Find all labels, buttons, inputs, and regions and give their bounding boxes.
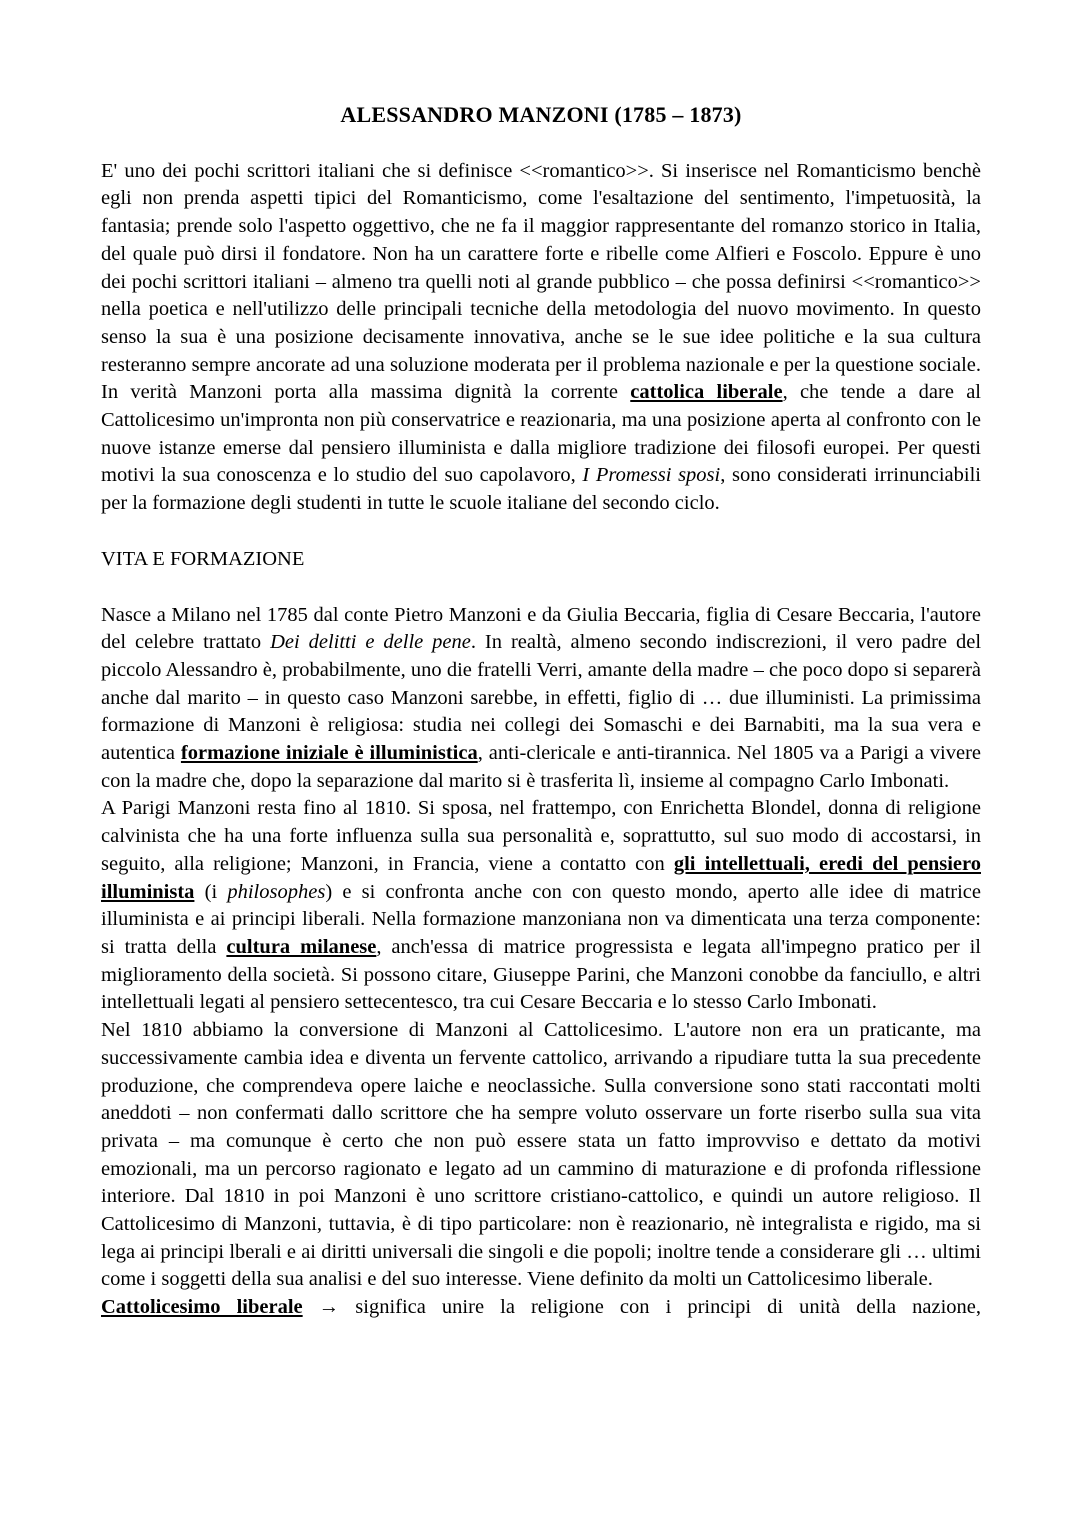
document-title: ALESSANDRO MANZONI (1785 – 1873) [340, 102, 742, 127]
paragraph [101, 1017, 981, 1294]
emphasis-italic: philosophes [227, 880, 326, 903]
text-run: → significa unire la religione con i principi di unità della nazione, [302, 1296, 981, 1319]
text-run: , sono considerati irrinunciabili per la formazione degli studenti in tutte le scuole italiane del secondo ciclo. [101, 464, 981, 515]
document-body [101, 158, 981, 1322]
text-run: , anch'essa di matrice progressista e legata all'impegno pratico per il miglioramento della società. Si possono citare, Giuseppe Parini, che Manzoni conobbe da fanciullo, e altri intellettuali legati al pensiero settecentesco, tra cui Cesare Beccaria e lo stesso Carlo Imbonati. [101, 935, 981, 1014]
emphasis-bold-underline: cultura milanese [226, 935, 377, 958]
emphasis-bold-underline: Cattolicesimo liberale [101, 1296, 303, 1319]
text-run: A Parigi Manzoni resta fino al 1810. Si sposa, nel frattempo, con Enrichetta Blondel, donna di religione calvinista che ha una forte influenza sulla sua personalità e, soprattutto, sul suo modo di accostarsi, in seguito, alla religione; Manzoni, in Francia, viene a contatto con [101, 797, 981, 875]
section-heading: VITA E FORMAZIONE [101, 547, 305, 570]
text-run: , che tende a dare al Cattolicesimo un'impronta non più conservatrice e reazionaria, ma una posizione aperta al confronto con le nuove istanze emerse dal pensiero illuminista e dalla migliore tradizione dei filosofi europei. Per questi motivi la sua conoscenza e lo studio del suo capolavoro, [101, 381, 981, 487]
text-run: (i [194, 880, 228, 903]
text-run: Nel 1810 abbiamo la conversione di Manzoni al Cattolicesimo. L'autore non era un praticante, ma successivamente cambia idea e diventa un fervente cattolico, arrivando a ripudiare tutta la sua precedente produzione, che comprendeva opere laiche e neoclassiche. Sulla conversione sono stati raccontati molti aneddoti – non confermati dallo scrittore che ha sempre voluto osservare un forte riserbo sulla sua vita privata – ma comunque è certo che non può essere stata un fatto improvviso e dettato da motivi emozionali, ma un percorso ragionato e legato ad un cammino di maturazione e di profonda riflessione interiore. Dal 1810 in poi Manzoni è uno scrittore cristiano-cattolico, e quindi un autore religioso. Il Cattolicesimo di Manzoni, tuttavia, è di tipo particolare: non è reazionario, nè integralista e rigido, ma si lega ai principi lberali e ai diritti universali die singoli e die popoli; inoltre tende a considerare gli … ultimi come i soggetti della sua analisi e del suo interesse. Viene definito da molti un Cattolicesimo liberale. [101, 1019, 981, 1291]
paragraph [101, 1294, 981, 1322]
text-run: E' uno dei pochi scrittori italiani che si definisce <<romantico>>. Si inserisce nel Romanticismo benchè egli non prenda aspetti tipici del Romanticismo, come l'esaltazione del sentimento, l'impetuosità, la fantasia; prende solo l'aspetto oggettivo, che ne fa il maggior rappresentante del romanzo storico in Italia, del quale può dirsi il fondatore. Non ha un carattere forte e ribelle come Alfieri e Foscolo. Eppure è uno dei pochi scrittori italiani – almeno tra quelli noti al grande pubblico – che possa definirsi <<romantico>> nella poetica e nell'utilizzo delle principali tecniche della metodologia del nuovo movimento. In questo senso la sua è una posizione decisamente innovativa, anche se le sue idee politiche e la sua cultura resteranno sempre ancorate ad una soluzione moderata per il problema nazionale e per la questione sociale. In verità Manzoni porta alla massima dignità la corrente [101, 159, 981, 404]
text-run: , anti-clericale e anti-tirannica. Nel 1805 va a Parigi a vivere con la madre che, dopo la separazione dal marito si è trasferita lì, insieme al compagno Carlo Imbonati. [101, 742, 982, 792]
text-run: Nasce a Milano nel 1785 dal conte Pietro Manzoni e da Giulia Beccaria, figlia di Cesare Beccaria, l'autore del celebre trattato [101, 603, 981, 654]
paragraph [101, 795, 981, 1017]
text-run: ) e si confronta anche con con questo mondo, aperto alle idee di matrice illuminista e ai principi liberali. Nella formazione manzoniana non va dimenticata una terza componente: si tratta della [101, 880, 982, 958]
emphasis-italic: Dei delitti e delle pene [270, 631, 471, 654]
emphasis-bold-underline: gli intellettuali, eredi del pensiero illuminista [101, 852, 981, 903]
emphasis-bold-underline: cattolica liberale [630, 381, 783, 404]
text-run: . In realtà, almeno secondo indiscrezioni, il vero padre del piccolo Alessandro è, probabilmente, uno die fratelli Verri, amante della madre – che poco dopo si separerà anche dal marito – in questo caso Manzoni sarebbe, in effetti, figlio di … due illuministi. La primissima formazione di Manzoni è religiosa: studia nei collegi dei Somaschi e dei Barnabiti, ma la sua vera e autentica [101, 631, 982, 765]
paragraph [101, 602, 981, 796]
emphasis-bold-underline: formazione iniziale è illuministica [180, 742, 478, 765]
emphasis-italic: I Promessi sposi [582, 464, 721, 487]
paragraph [101, 158, 981, 518]
